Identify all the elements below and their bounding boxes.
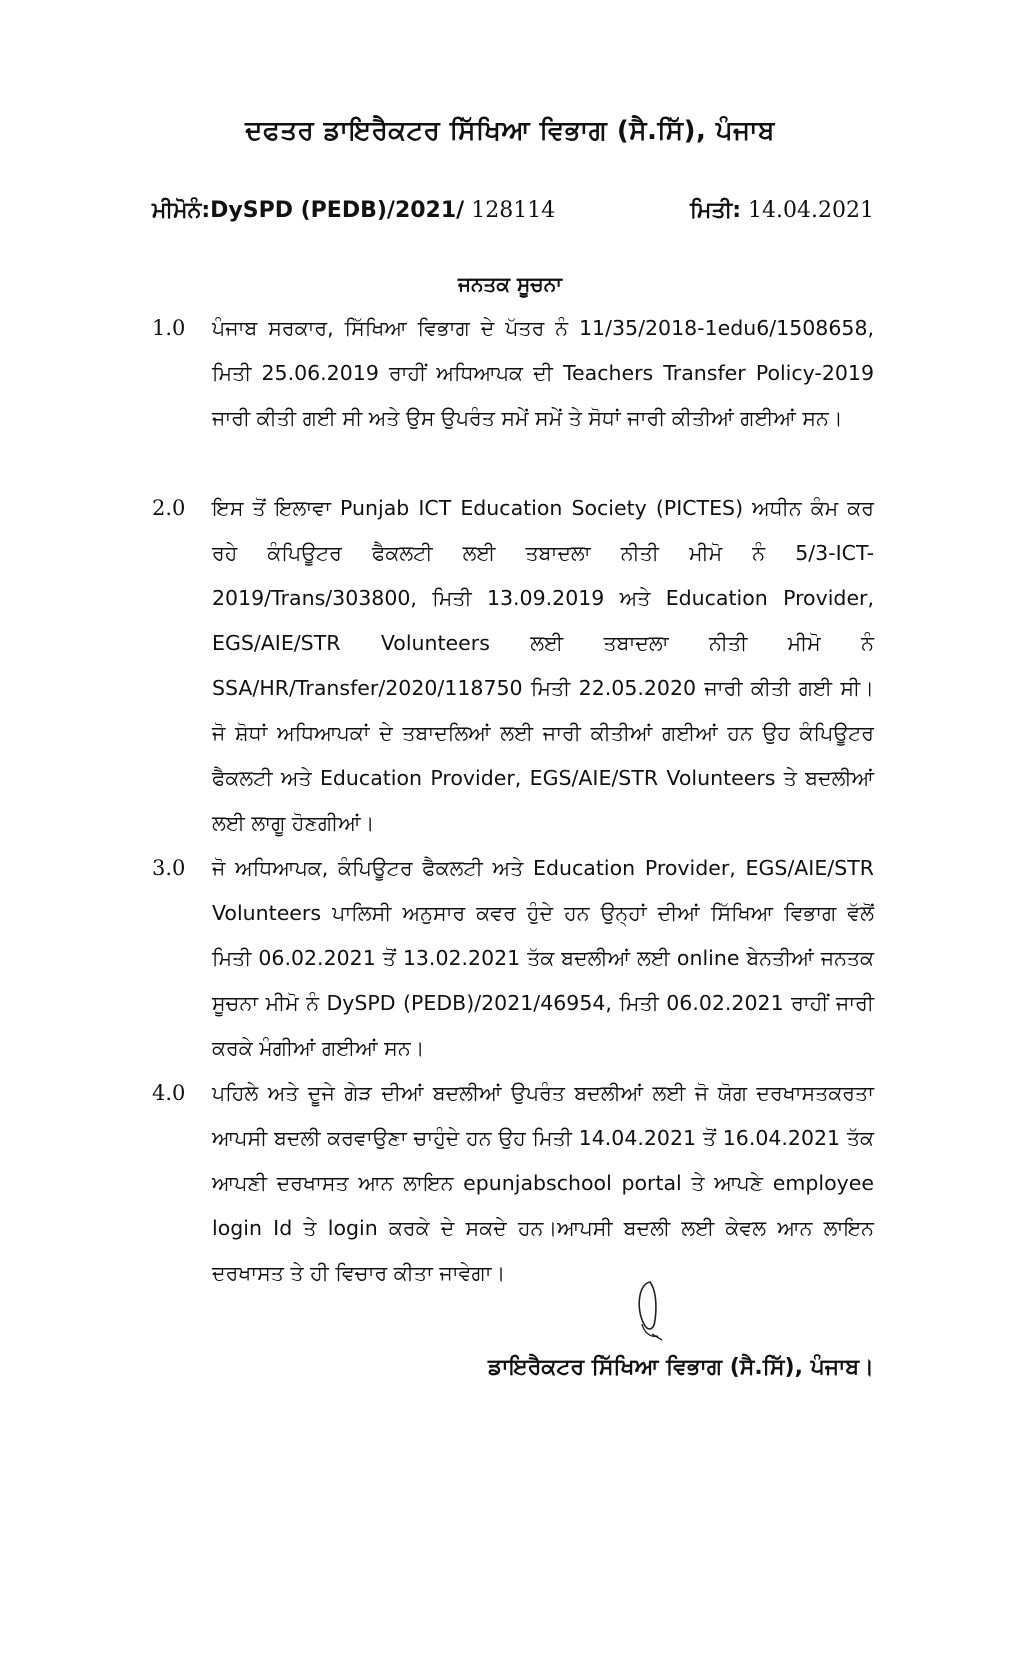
paragraph-text: ਜੋ ਅਧਿਆਪਕ, ਕੰਪਿਊਟਰ ਫੈਕਲਟੀ ਅਤੇ Education Provider, EGS/AIE/STR Volunteers ਪਾਲਿਸੀ ਅਨੁਸਾਰ ਕਵਰ ਹੁੰਦੇ ਹਨ ਉਨ੍ਹਾਂ ਦੀਆਂ ਸਿੱਖਿਆ ਵਿਭਾਗ ਵੱਲੋਂ ਮਿਤੀ 06.02.2021 ਤੋਂ 13.02.2021 ਤੱਕ ਬਦਲੀਆਂ ਲਈ online ਬੇਨਤੀਆਂ ਜਨਤਕ ਸੂਚਨਾ ਮੀਮੋ ਨੰ DySPD (PEDB)/2021/46954, ਮਿਤੀ 06.02.2021 ਰਾਹੀਂ ਜਾਰੀ ਕਰਕੇ ਮੰਗੀਆਂ ਗਈਆਂ ਸਨ। (212, 856, 874, 1060)
memo-label: ਮੀਮੋਨੰ:DySPD (PEDB)/2021/ (152, 198, 465, 223)
paragraph-text: ਇਸ ਤੋਂ ਇਲਾਵਾ Punjab ICT Education Society (PICTES) ਅਧੀਨ ਕੰਮ ਕਰ ਰਹੇ ਕੰਪਿਊਟਰ ਫੈਕਲਟੀ ਲਈ ਤਬਾਦਲਾ ਨੀਤੀ ਮੀਮੋ ਨੰ 5/3-ICT-2019/Trans/303800, ਮਿਤੀ 13.09.2019 ਅਤੇ Education Provider, EGS/AIE/STR Volunteers ਲਈ ਤਬਾਦਲਾ ਨੀਤੀ ਮੀਮੋ ਨੰ SSA/HR/Transfer/2020/118750 ਮਿਤੀ 22.05.2020 ਜਾਰੀ ਕੀਤੀ ਗਈ ਸੀ। ਜੋ ਸ਼ੋਧਾਂ ਅਧਿਆਪਕਾਂ ਦੇ ਤਬਾਦਲਿਆਂ ਲਈ ਜਾਰੀ ਕੀਤੀਆਂ ਗਈਆਂ ਹਨ ਉਹ ਕੰਪਿਊਟਰ ਫੈਕਲਟੀ ਅਤੇ Education Provider, EGS/AIE/STR Volunteers ਤੇ ਬਦਲੀਆਂ ਲਈ ਲਾਗੂ ਹੋਣਗੀਆਂ। (212, 496, 874, 835)
paragraph-number: 3.0 (152, 856, 186, 880)
paragraph-number: 1.0 (152, 316, 186, 340)
paragraph-number: 4.0 (152, 1081, 186, 1105)
paragraph-text: ਪਹਿਲੇ ਅਤੇ ਦੂਜੇ ਗੇੜ ਦੀਆਂ ਬਦਲੀਆਂ ਉਪਰੰਤ ਬਦਲੀਆਂ ਲਈ ਜੋ ਯੋਗ ਦਰਖਾਸਤਕਰਤਾ ਆਪਸੀ ਬਦਲੀ ਕਰਵਾਉਣਾ ਚਾਹੁੰਦੇ ਹਨ ਉਹ ਮਿਤੀ 14.04.2021 ਤੋਂ 16.04.2021 ਤੱਕ ਆਪਣੀ ਦਰਖਾਸਤ ਆਨ ਲਾਇਨ epunjabschool portal ਤੇ ਆਪਣੇ employee login Id ਤੇ login ਕਰਕੇ ਦੇ ਸਕਦੇ ਹਨ।ਆਪਸੀ ਬਦਲੀ ਲਈ ਕੇਵਲ ਆਨ ਲਾਇਨ ਦਰਖਾਸਤ ਤੇ ਹੀ ਵਿਚਾਰ ਕੀਤਾ ਜਾਵੇਗਾ। (212, 1081, 874, 1285)
paragraph-text: ਪੰਜਾਬ ਸਰਕਾਰ, ਸਿੱਖਿਆ ਵਿਭਾਗ ਦੇ ਪੱਤਰ ਨੰ 11/35/2018-1edu6/1508658, ਮਿਤੀ 25.06.2019 ਰਾਹੀਂ ਅਧਿਆਪਕ ਦੀ Teachers Transfer Policy-2019 ਜਾਰੀ ਕੀਤੀ ਗਈ ਸੀ ਅਤੇ ਉਸ ਉਪਰੰਤ ਸਮੇਂ ਸਮੇਂ ਤੇ ਸੋਧਾਂ ਜਾਰੀ ਕੀਤੀਆਂ ਗਈਆਂ ਸਨ। (212, 316, 874, 430)
date-value: 14.04.2021 (748, 198, 874, 223)
paragraph-number: 2.0 (152, 496, 186, 520)
memo-row (152, 198, 874, 223)
notice-subject: ਜਨਤਕ ਸੂਚਨਾ (458, 272, 562, 296)
handwritten-signature (628, 1280, 672, 1344)
memo-reference (152, 198, 555, 223)
paragraph-3 (152, 846, 874, 1071)
signatory: ਡਾਇਰੈਕਟਰ ਸਿੱਖਿਆ ਵਿਭਾਗ (ਸੈ.ਸਿੱ), ਪੰਜਾਬ। (487, 1355, 874, 1380)
paragraph-2 (152, 486, 874, 846)
date-label: ਮਿਤੀ: (689, 198, 742, 223)
office-heading: ਦਫਤਰ ਡਾਇਰੈਕਟਰ ਸਿੱਖਿਆ ਵਿਭਾਗ (ਸੈ.ਸਿੱ), ਪੰਜਾਬ (245, 116, 775, 146)
memo-date (690, 198, 874, 223)
paragraph-4 (152, 1071, 874, 1296)
paragraph-1 (152, 306, 874, 441)
memo-number: 128114 (471, 198, 556, 223)
